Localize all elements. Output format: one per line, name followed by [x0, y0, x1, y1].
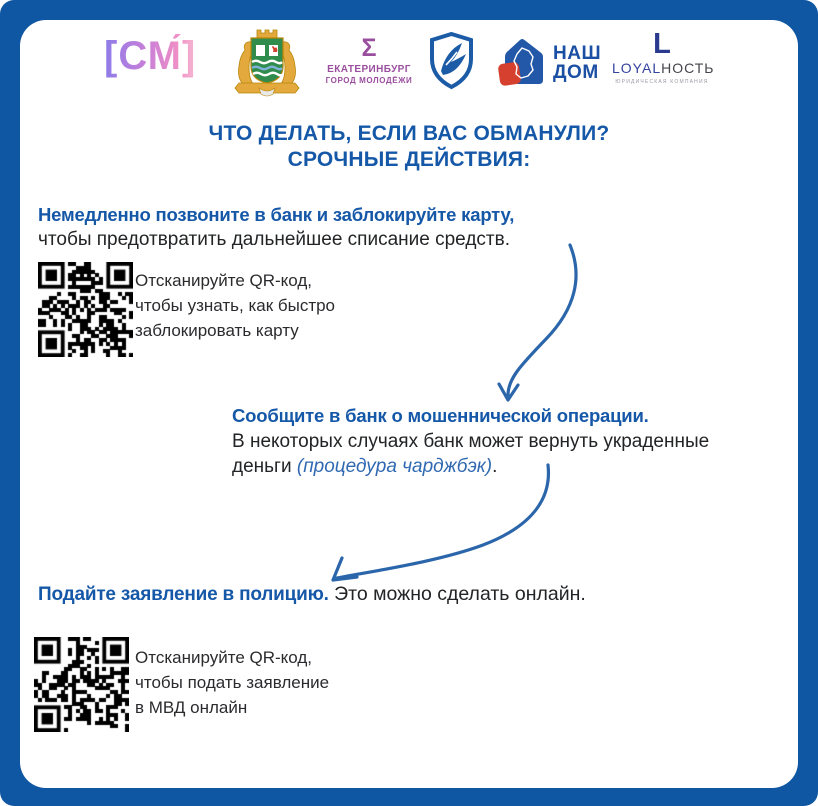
qr-code-police-report	[34, 637, 129, 732]
step3-block	[38, 583, 586, 606]
step1-block	[38, 202, 514, 252]
loyalnost-caption: ЮРИДИЧЕСКАЯ КОМПАНИЯ	[615, 79, 709, 85]
nash-dom-house-icon	[496, 36, 548, 90]
step1-heading: Немедленно позвоните в банк и заблокируйте карту,	[38, 204, 515, 225]
step3-heading: Подайте заявление в полицию.	[38, 584, 329, 605]
shield-bird-logo-icon	[428, 31, 475, 91]
ekaterinburg-city-logo	[323, 35, 415, 85]
ekb-logo-tagline: ГОРОД МОЛОДЁЖИ	[325, 76, 413, 85]
page-title-line1: ЧТО ДЕЛАТЬ, ЕСЛИ ВАС ОБМАНУЛИ?	[208, 122, 610, 145]
nash-dom-logo	[496, 36, 601, 90]
nash-dom-wordmark: НАШ ДОМ	[553, 43, 602, 83]
qr-code-block-card	[38, 262, 133, 357]
page-title-line2: СРОЧНЫЕ ДЕЙСТВИЯ:	[287, 148, 531, 171]
step2-heading: Сообщите в банк о мошеннической операции.	[232, 405, 649, 426]
ekb-logo-name: ЕКАТЕРИНБУРГ	[327, 64, 411, 75]
loyalnost-letter-icon: L	[653, 28, 671, 60]
loyalnost-wordmark: LOYALНОСТЬ	[612, 60, 715, 76]
loyalnost-logo	[612, 28, 715, 85]
step1-text: чтобы предотвратить дальнейшее списание средств.	[38, 229, 510, 250]
curved-arrow-step2-to-step3-icon	[315, 455, 565, 590]
chargeback-note: (процедура чарджбэк)	[296, 456, 493, 477]
curved-arrow-step1-to-step2-icon	[480, 233, 610, 413]
page-title	[0, 121, 818, 173]
sm-logo: [СМ́]	[104, 34, 197, 78]
qr1-caption: Отсканируйте QR-код, чтобы узнать, как быстро заблокировать карту	[135, 271, 336, 340]
ekaterinburg-coat-of-arms-icon	[233, 26, 301, 98]
qr2-caption: Отсканируйте QR-код, чтобы подать заявление в МВД онлайн	[135, 648, 330, 717]
ekb-sigma-icon: Σ	[361, 34, 377, 62]
step3-text: Это можно сделать онлайн.	[328, 583, 586, 605]
step2-text-line2: В некоторых случаях банк может вернуть украденные	[232, 430, 710, 452]
step2-text-line3: деньги (процедура чарджбэк).	[232, 456, 498, 477]
